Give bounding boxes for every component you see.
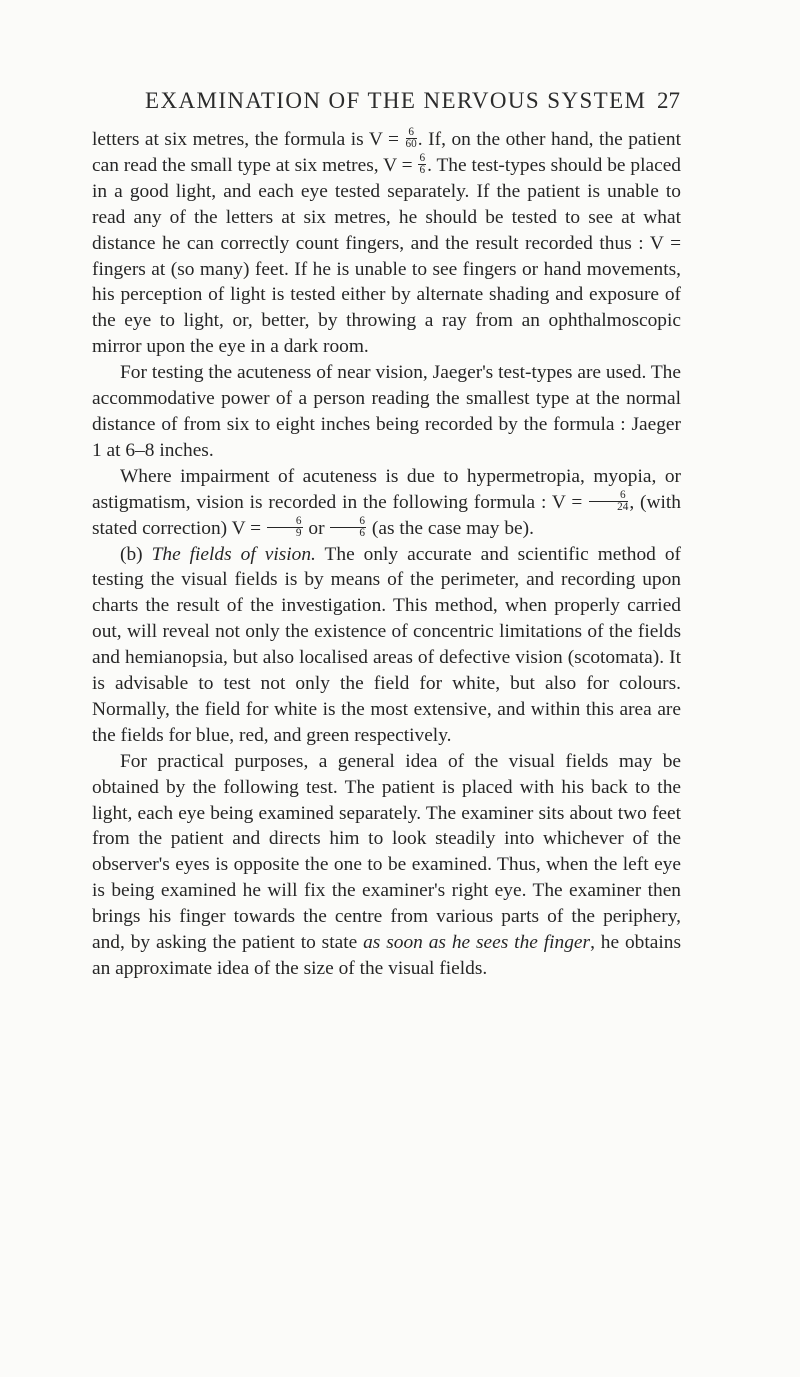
- fraction-numerator: 6: [267, 516, 303, 528]
- fraction-denominator: 6: [359, 526, 366, 539]
- paragraph-practical-test: [92, 749, 681, 982]
- fraction-denominator: 24: [617, 500, 629, 513]
- text-run: (as the case may be).: [367, 517, 534, 539]
- paragraph-near-vision: For testing the acuteness of near vision, Jaeger's test-types are used. The accommodative power of a person reading the smallest type at the normal distance of from six to eight inches being recorded by the formula : Jaeger 1 at 6–8 inches.: [92, 362, 681, 461]
- text-run: or: [303, 517, 330, 539]
- paragraph-fields-of-vision: [92, 542, 681, 749]
- text-run: , he obtains an approximate idea of the size of the visual fields.: [92, 932, 681, 979]
- fraction-six-sixty: [406, 127, 417, 151]
- fraction-six-six: [418, 153, 426, 177]
- fraction-numerator: 6: [330, 516, 366, 528]
- text-run: The only accurate and scientific method of testing the visual fields is by means of the perimeter, and recording upon charts the result of the investigation. This method, when properly carried out, will reveal not only the existence of concentric limitations of the fields and hemianopsia, but also localised areas of defective vision (scotomata). It is advisable to test not only the field for white, but also for colours. Normally, the field for white is the most extensive, and within this area are the fields for blue, red, and green respectively.: [92, 543, 681, 746]
- section-heading: The fields of vision.: [151, 543, 316, 565]
- section-label: (b): [120, 543, 152, 565]
- text-run: For practical purposes, a general idea of the visual fields may be obtained by the following test. The patient is placed with his back to the light, each eye being examined separately. The examiner sits about two feet from the patient and directs him to look steadily into whichever of the observer's eyes is opposite the one to be examined. Thus, when the left eye is being examined he will fix the examiner's right eye. The examiner then brings his finger towards the centre from various parts of the periphery, and, by asking the patient to state: [92, 750, 681, 954]
- fraction-denominator: 9: [295, 526, 302, 539]
- fraction-six-nine: [267, 516, 303, 540]
- fraction-denominator: 60: [405, 138, 417, 151]
- fraction-numerator: 6: [589, 490, 628, 502]
- text-run: . The test-types should be placed in a good light, and each eye tested separately. If the patient is unable to read any of the letters at six metres, he should be tested to see at what distance he can correctly count fingers, and the result recorded thus : V = fingers at (so many) feet. If he is unable to see fingers or hand movements, his perception of light is tested either by alternate shading and exposure of the eye to light, or, better, by throwing a ray from an ophthalmoscopic mirror upon the eye in a dark room.: [92, 154, 681, 358]
- text-run: letters at six metres, the formula is V =: [92, 129, 405, 150]
- page-header: [92, 88, 680, 118]
- text-run: , (with stated correction) V =: [92, 491, 681, 539]
- paragraph-refraction-formula: [92, 464, 681, 542]
- page-number: 27: [657, 88, 680, 113]
- fraction-six-twentyfour: [589, 490, 628, 514]
- fraction-denominator: 6: [419, 164, 426, 177]
- text-run: Where impairment of acuteness is due to hypermetropia, myopia, or astigmatism, vision is recorded in the following formula : V =: [92, 465, 681, 513]
- running-head: EXAMINATION OF THE NERVOUS SYSTEM: [145, 88, 647, 113]
- paragraph-visual-acuity-distance: [92, 127, 681, 360]
- fraction-numerator: 6: [406, 127, 417, 139]
- fraction-six-six-b: [330, 516, 366, 540]
- emphasis-text: as soon as he sees the finger: [363, 932, 591, 954]
- text-run: . If, on the other hand, the patient can read the small type at six metres, V =: [92, 129, 681, 176]
- page-body: [92, 127, 681, 982]
- fraction-numerator: 6: [419, 151, 426, 164]
